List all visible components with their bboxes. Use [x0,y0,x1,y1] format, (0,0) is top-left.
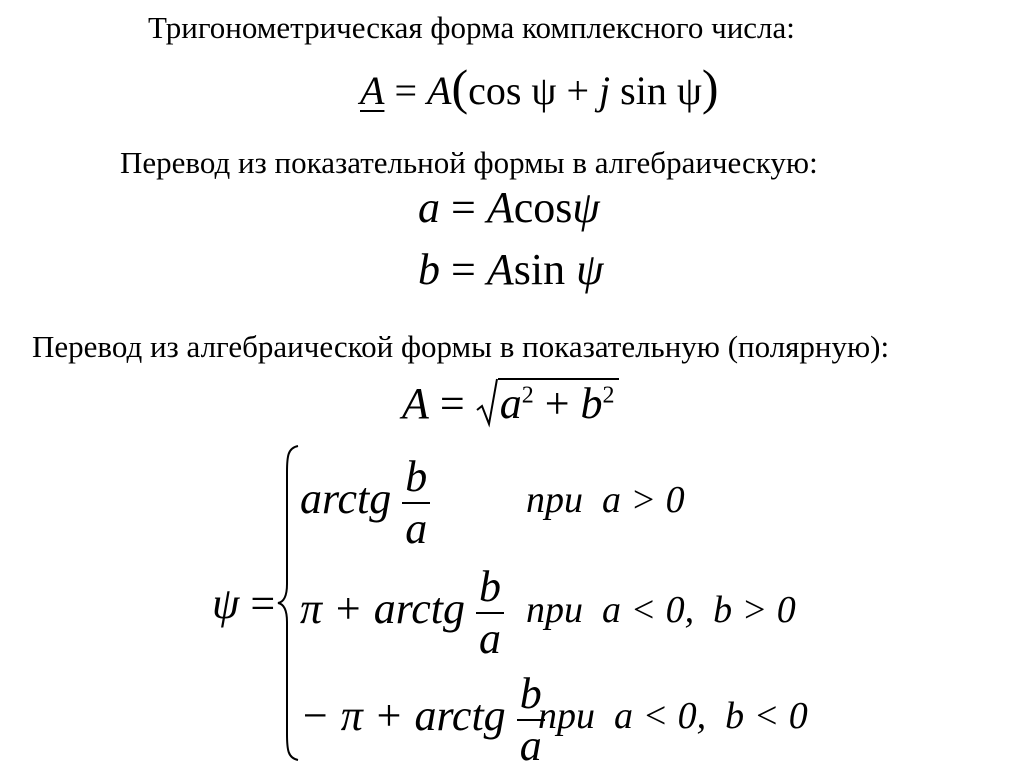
formula-trig-lparen: ( [451,59,469,115]
formula-trig-psi1: ψ [531,68,557,113]
formula-modulus-exp-b: 2 [602,382,615,409]
formula-trig-lhs: A [360,68,385,113]
formula-trig-plus: + [566,68,590,113]
formula-psi-eq: = [250,579,276,628]
formula-b-eq: = [451,245,476,294]
case-2-num: b [478,562,501,611]
formula-trig-sin: sin [620,68,667,113]
formula-a-psi: ψ [572,183,600,232]
case-1-condition-group [526,478,685,522]
formula-a-fn: cos [513,183,573,232]
left-brace-icon [276,444,302,762]
formula-trig-amp: A [427,68,452,113]
case-2-prefix: π + [300,584,374,634]
case-2-fraction [476,562,504,663]
case-1-condition: a > 0 [602,479,685,521]
case-1-den: a [405,504,428,553]
formula-modulus-exp-a: 2 [521,382,534,409]
psi-case-1 [300,452,430,553]
case-3-prefix: − π + [300,691,415,741]
formula-b [418,245,604,294]
heading-alg-to-exp: Перевод из алгебраической формы в показательную (полярную): [32,329,890,364]
formula-modulus-a: a [499,379,522,428]
case-3-condition-group [538,694,808,738]
heading-trig-form: Тригонометрическая форма комплексного числа: [148,10,795,45]
sqrt-radical-icon [476,378,498,428]
formula-a-eq: = [451,183,476,232]
heading-exp-to-alg: Перевод из показательной формы в алгебраическую: [120,145,818,180]
case-3-condition: a < 0, b < 0 [614,695,808,737]
case-1-fn: arctg [300,474,392,524]
case-2-condition-group [526,588,796,632]
case-2-condition: a < 0, b > 0 [602,589,796,631]
sqrt-radicand [498,378,619,426]
formula-b-amp: A [486,245,514,294]
formula-trig-cos: cos [468,68,522,113]
psi-case-2 [300,562,504,663]
formula-modulus-lhs: A [402,379,429,428]
case-3-num: b [519,669,542,718]
formula-trig-rparen: ) [701,59,719,115]
formula-trig-eq: = [394,68,417,113]
case-1-num: b [405,452,428,501]
formula-modulus-plus: + [544,379,570,428]
formula-modulus-b: b [580,379,603,428]
case-1-fraction [402,452,430,553]
case-3-fn: arctg [414,691,506,741]
formula-psi-lhs-group [212,579,276,628]
formula-trig-psi2: ψ [676,68,702,113]
formula-trig-form [360,59,719,115]
case-3-den: a [519,721,542,770]
formula-psi-lhs: ψ [212,579,240,628]
case-1-when: при [526,479,583,521]
formula-b-psi: ψ [576,245,604,294]
formula-a-lhs: a [418,183,440,232]
case-3-when: при [538,695,595,737]
formula-b-fn: sin [513,245,566,294]
psi-case-3 [300,669,545,770]
formula-trig-j: j [599,68,611,113]
formula-a [418,183,600,232]
formula-modulus [402,378,619,426]
case-2-fn: arctg [373,584,465,634]
case-2-den: a [478,614,501,663]
formula-b-lhs: b [418,245,440,294]
formula-a-amp: A [486,183,514,232]
formula-modulus-eq: = [439,379,465,428]
case-2-when: при [526,589,583,631]
